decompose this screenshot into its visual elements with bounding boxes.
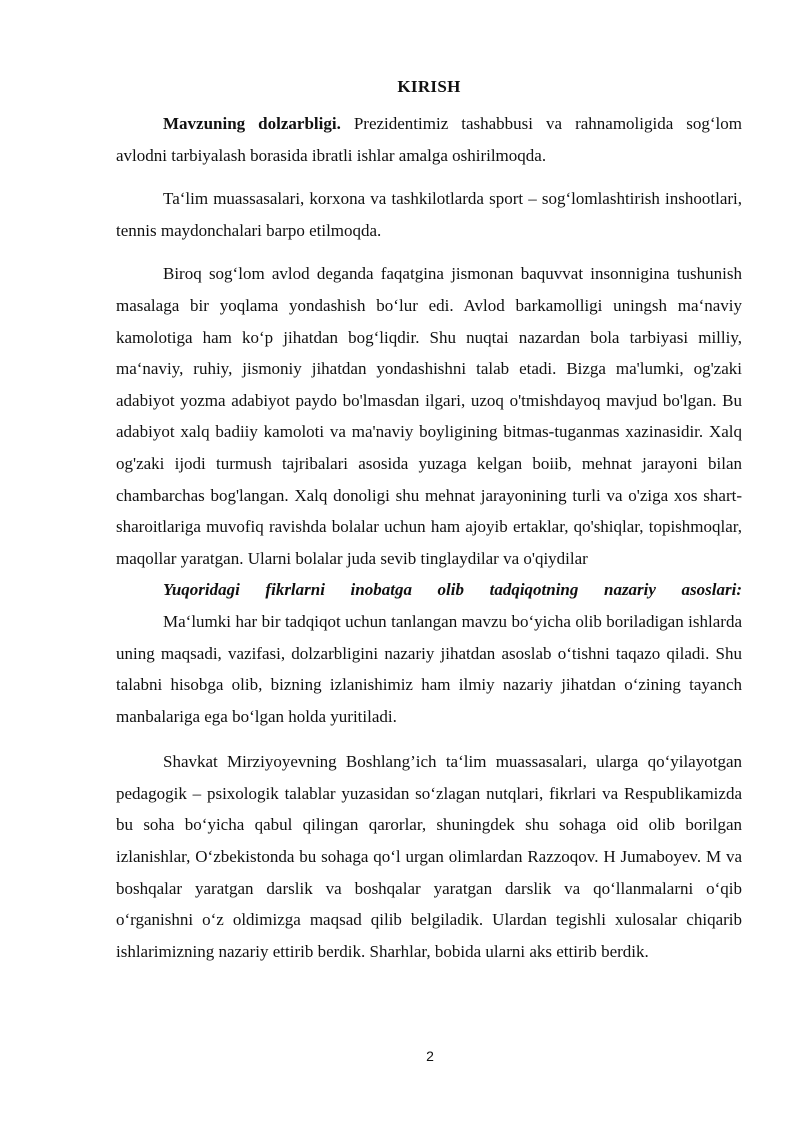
paragraph-institutions (116, 183, 742, 246)
section-title: KIRISH (397, 77, 461, 96)
paragraph-relevance (116, 108, 742, 171)
paragraph-theoretical-basis-heading (116, 574, 742, 606)
document-page (116, 72, 742, 967)
paragraph-healthy-generation (116, 258, 742, 574)
page-number: 2 (426, 1048, 434, 1064)
paragraph-text: Prezidentimiz tashabbusi va rahnamoligida sog‘lom avlodni tarbiyalash borasida ibratli ishlar amalga oshirilmoqda. (116, 114, 742, 165)
paragraph-lead: Mavzuning dolzarbligi. (163, 114, 341, 133)
paragraph-text: Shavkat Mirziyoyevning Boshlang’ich ta‘lim muassasalari, ularga qo‘yilayotgan pedagogik – psixologik talablar yuzasidan so‘zlagan nutqlari, fikrlari va Respublikamizda bu soha bo‘yicha qabul qilingan qarorlar, shuningdek shu sohaga oid olib borilgan izlanishlar, O‘zbekistonda bu sohaga qo‘l urgan olimlardan Razzoqov. H Jumaboyev. M va boshqalar yaratgan darslik va boshqalar yaratgan darslik va qo‘llanmalarni o‘qib o‘rganishni o‘z oldimizga maqsad qilib belgiladik. Ulardan tegishli xulosalar chiqarib ishlarimizning nazariy ettirib berdik. Sharhlar, bobida ularni aks ettirib berdik. (116, 752, 742, 961)
paragraph-text: Biroq sog‘lom avlod deganda faqatgina jismonan baquvvat insonnigina tushunish masalaga bir yoqlama yondashish bo‘lur edi. Avlod barkamolligi uningsh ma‘naviy kamolotiga ham ko‘p jihatdan bog‘liqdir. Shu nuqtai nazardan bola tarbiyasi milliy, ma‘naviy, ruhiy, jismoniy jihatdan yondashishni talab etadi. Bizga ma'lumki, og'zaki adabiyot yozma adabiyot paydo bo'lmasdan ilgari, uzoq o'tmishdayoq mavjud bo'lgan. Bu adabiyot xalq badiiy kamoloti va ma'naviy boyligining bitmas-tuganmas xazinasidir. Xalq og'zaki ijodi turmush tajribalari asosida yuzaga kelgan boiib, mehnat jarayoni bilan chambarchas bog'langan. Xalq donoligi shu mehnat jarayonining turli va o'ziga xos shart-sharoitlariga muvofiq ravishda bolalar uchun ham ajoyib ertaklar, qo'shiqlar, topishmoqlar, maqollar yaratgan. Ularni bolalar juda sevib tinglaydilar va o'qiydilar (116, 264, 742, 568)
paragraph-text: Ma‘lumki har bir tadqiqot uchun tanlangan mavzu bo‘yicha olib boriladigan ishlarda uning maqsadi, vazifasi, dolzarbligini nazariy jihatdan asoslab o‘tishni taqazo qiladi. Shu talabni hisobga olib, bizning izlanishimiz ham ilmiy nazariy jihatdan o‘zining tayanch manbalariga ega bo‘lgan holda yuritiladi. (116, 611, 742, 726)
paragraph-sources (116, 746, 742, 967)
paragraph-text: Ta‘lim muassasalari, korxona va tashkilotlarda sport – sog‘lomlashtirish inshootlari, tennis maydonchalari barpo etilmoqda. (116, 189, 742, 240)
emphasis-text: Yuqoridagi fikrlarni inobatga olib tadqiqotning nazariy asoslari: (163, 580, 742, 600)
paragraph-research-goal (116, 606, 742, 732)
